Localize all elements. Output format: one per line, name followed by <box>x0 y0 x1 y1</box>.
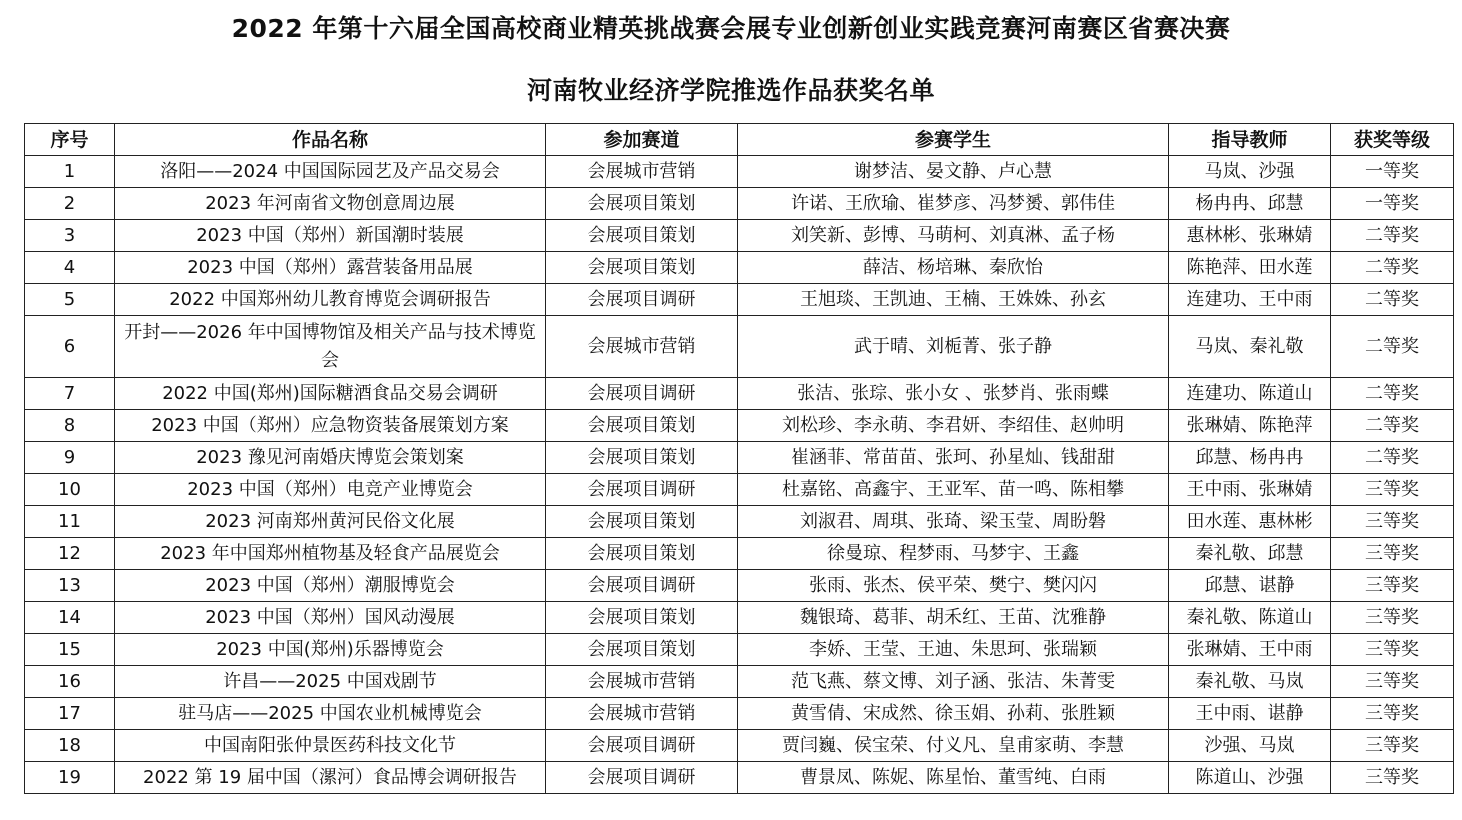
cell-work: 开封——2026 年中国博物馆及相关产品与技术博览会 <box>115 316 546 378</box>
cell-students: 黄雪倩、宋成然、徐玉娟、孙莉、张胜颖 <box>738 698 1169 730</box>
cell-no: 4 <box>25 252 115 284</box>
header-award: 获奖等级 <box>1331 124 1454 156</box>
table-row <box>25 156 1454 188</box>
cell-track: 会展项目调研 <box>546 570 738 602</box>
cell-work: 2023 中国（郑州）应急物资装备展策划方案 <box>115 410 546 442</box>
cell-award: 三等奖 <box>1331 762 1454 794</box>
header-track: 参加赛道 <box>546 124 738 156</box>
cell-award: 三等奖 <box>1331 666 1454 698</box>
cell-students: 魏银琦、葛菲、胡禾红、王苗、沈雅静 <box>738 602 1169 634</box>
cell-advisors: 张琳婧、陈艳萍 <box>1169 410 1331 442</box>
cell-track: 会展项目调研 <box>546 474 738 506</box>
cell-students: 崔涵菲、常苗苗、张珂、孙星灿、钱甜甜 <box>738 442 1169 474</box>
table-row <box>25 410 1454 442</box>
cell-track: 会展项目策划 <box>546 506 738 538</box>
cell-students: 曹景凤、陈妮、陈星怡、董雪纯、白雨 <box>738 762 1169 794</box>
header-work: 作品名称 <box>115 124 546 156</box>
cell-no: 9 <box>25 442 115 474</box>
table-row <box>25 252 1454 284</box>
cell-students: 刘淑君、周琪、张琦、梁玉莹、周盼磐 <box>738 506 1169 538</box>
cell-no: 3 <box>25 220 115 252</box>
document-subtitle: 河南牧业经济学院推选作品获奖名单 <box>526 76 935 105</box>
cell-work: 2023 河南郑州黄河民俗文化展 <box>115 506 546 538</box>
cell-track: 会展项目调研 <box>546 762 738 794</box>
cell-work: 2023 中国(郑州)乐器博览会 <box>115 634 546 666</box>
table-row <box>25 730 1454 762</box>
cell-no: 17 <box>25 698 115 730</box>
cell-advisors: 王中雨、张琳婧 <box>1169 474 1331 506</box>
cell-students: 范飞燕、蔡文博、刘子涵、张洁、朱菁雯 <box>738 666 1169 698</box>
header-advisors: 指导教师 <box>1169 124 1331 156</box>
cell-work: 2022 中国郑州幼儿教育博览会调研报告 <box>115 284 546 316</box>
cell-no: 16 <box>25 666 115 698</box>
cell-award: 二等奖 <box>1331 410 1454 442</box>
cell-track: 会展城市营销 <box>546 698 738 730</box>
table-row <box>25 762 1454 794</box>
cell-no: 11 <box>25 506 115 538</box>
cell-work: 2023 中国（郑州）潮服博览会 <box>115 570 546 602</box>
cell-work: 2023 中国（郑州）新国潮时装展 <box>115 220 546 252</box>
table-row <box>25 188 1454 220</box>
cell-advisors: 王中雨、谌静 <box>1169 698 1331 730</box>
cell-students: 许诺、王欣瑜、崔梦彦、冯梦赟、郭伟佳 <box>738 188 1169 220</box>
cell-students: 王旭琰、王凯迪、王楠、王姝姝、孙玄 <box>738 284 1169 316</box>
cell-award: 一等奖 <box>1331 188 1454 220</box>
cell-no: 12 <box>25 538 115 570</box>
table-row <box>25 602 1454 634</box>
cell-no: 7 <box>25 378 115 410</box>
cell-track: 会展项目策划 <box>546 410 738 442</box>
cell-advisors: 秦礼敬、邱慧 <box>1169 538 1331 570</box>
cell-students: 徐曼琼、程梦雨、马梦宇、王鑫 <box>738 538 1169 570</box>
cell-no: 15 <box>25 634 115 666</box>
cell-advisors: 杨冉冉、邱慧 <box>1169 188 1331 220</box>
cell-work: 驻马店——2025 中国农业机械博览会 <box>115 698 546 730</box>
cell-award: 三等奖 <box>1331 538 1454 570</box>
cell-track: 会展项目策划 <box>546 220 738 252</box>
cell-students: 刘笑新、彭博、马萌柯、刘真淋、孟子杨 <box>738 220 1169 252</box>
cell-advisors: 秦礼敬、陈道山 <box>1169 602 1331 634</box>
cell-students: 谢梦洁、晏文静、卢心慧 <box>738 156 1169 188</box>
cell-no: 14 <box>25 602 115 634</box>
cell-award: 三等奖 <box>1331 634 1454 666</box>
cell-students: 薛洁、杨培琳、秦欣怡 <box>738 252 1169 284</box>
cell-work: 洛阳——2024 中国国际园艺及产品交易会 <box>115 156 546 188</box>
table-row <box>25 506 1454 538</box>
cell-award: 一等奖 <box>1331 156 1454 188</box>
cell-no: 6 <box>25 316 115 378</box>
table-row <box>25 442 1454 474</box>
cell-work: 2022 中国(郑州)国际糖酒食品交易会调研 <box>115 378 546 410</box>
cell-track: 会展项目调研 <box>546 284 738 316</box>
cell-no: 10 <box>25 474 115 506</box>
cell-work: 2023 年河南省文物创意周边展 <box>115 188 546 220</box>
cell-students: 张雨、张杰、侯平荣、樊宁、樊闪闪 <box>738 570 1169 602</box>
cell-advisors: 连建功、陈道山 <box>1169 378 1331 410</box>
cell-advisors: 邱慧、谌静 <box>1169 570 1331 602</box>
table-row <box>25 698 1454 730</box>
cell-work: 2023 年中国郑州植物基及轻食产品展览会 <box>115 538 546 570</box>
cell-work: 2022 第 19 届中国（漯河）食品博会调研报告 <box>115 762 546 794</box>
cell-award: 二等奖 <box>1331 284 1454 316</box>
cell-work: 2023 中国（郑州）电竞产业博览会 <box>115 474 546 506</box>
cell-award: 二等奖 <box>1331 220 1454 252</box>
cell-track: 会展项目策划 <box>546 442 738 474</box>
cell-work: 中国南阳张仲景医药科技文化节 <box>115 730 546 762</box>
table-row <box>25 284 1454 316</box>
cell-award: 三等奖 <box>1331 506 1454 538</box>
cell-award: 三等奖 <box>1331 570 1454 602</box>
table-row <box>25 570 1454 602</box>
table-row <box>25 474 1454 506</box>
table-row <box>25 378 1454 410</box>
cell-no: 5 <box>25 284 115 316</box>
cell-work: 2023 豫见河南婚庆博览会策划案 <box>115 442 546 474</box>
cell-advisors: 秦礼敬、马岚 <box>1169 666 1331 698</box>
cell-award: 二等奖 <box>1331 252 1454 284</box>
cell-track: 会展项目策划 <box>546 602 738 634</box>
cell-advisors: 田水莲、惠林彬 <box>1169 506 1331 538</box>
cell-advisors: 陈道山、沙强 <box>1169 762 1331 794</box>
cell-no: 13 <box>25 570 115 602</box>
cell-advisors: 马岚、沙强 <box>1169 156 1331 188</box>
cell-work: 2023 中国（郑州）国风动漫展 <box>115 602 546 634</box>
cell-track: 会展项目策划 <box>546 634 738 666</box>
cell-award: 二等奖 <box>1331 316 1454 378</box>
cell-track: 会展城市营销 <box>546 666 738 698</box>
cell-track: 会展城市营销 <box>546 156 738 188</box>
award-table <box>24 123 1454 794</box>
cell-students: 武于晴、刘栀菁、张子静 <box>738 316 1169 378</box>
cell-students: 刘松珍、李永萌、李君妍、李绍佳、赵帅明 <box>738 410 1169 442</box>
cell-students: 张洁、张琮、张小女 、张梦肖、张雨蝶 <box>738 378 1169 410</box>
cell-no: 8 <box>25 410 115 442</box>
cell-advisors: 连建功、王中雨 <box>1169 284 1331 316</box>
header-students: 参赛学生 <box>738 124 1169 156</box>
cell-track: 会展项目策划 <box>546 538 738 570</box>
document-title: 2022 年第十六届全国高校商业精英挑战赛会展专业创新创业实践竞赛河南赛区省赛决赛 <box>231 14 1231 43</box>
cell-award: 三等奖 <box>1331 602 1454 634</box>
cell-advisors: 陈艳萍、田水莲 <box>1169 252 1331 284</box>
cell-no: 1 <box>25 156 115 188</box>
table-body <box>25 156 1454 794</box>
cell-students: 李娇、王莹、王迪、朱思珂、张瑞颖 <box>738 634 1169 666</box>
cell-no: 19 <box>25 762 115 794</box>
cell-award: 三等奖 <box>1331 474 1454 506</box>
cell-advisors: 沙强、马岚 <box>1169 730 1331 762</box>
table-row <box>25 316 1454 378</box>
table-row <box>25 220 1454 252</box>
cell-students: 杜嘉铭、高鑫宇、王亚军、苗一鸣、陈相攀 <box>738 474 1169 506</box>
cell-advisors: 马岚、秦礼敬 <box>1169 316 1331 378</box>
cell-track: 会展项目调研 <box>546 730 738 762</box>
table-row <box>25 538 1454 570</box>
header-no: 序号 <box>25 124 115 156</box>
cell-award: 二等奖 <box>1331 442 1454 474</box>
cell-award: 三等奖 <box>1331 698 1454 730</box>
cell-track: 会展项目调研 <box>546 378 738 410</box>
cell-students: 贾闫巍、侯宝荣、付义凡、皇甫家萌、李慧 <box>738 730 1169 762</box>
cell-work: 许昌——2025 中国戏剧节 <box>115 666 546 698</box>
cell-track: 会展项目策划 <box>546 252 738 284</box>
cell-work: 2023 中国（郑州）露营装备用品展 <box>115 252 546 284</box>
table-header-row <box>25 124 1454 156</box>
cell-track: 会展城市营销 <box>546 316 738 378</box>
cell-track: 会展项目策划 <box>546 188 738 220</box>
cell-advisors: 张琳婧、王中雨 <box>1169 634 1331 666</box>
cell-no: 2 <box>25 188 115 220</box>
cell-advisors: 惠林彬、张琳婧 <box>1169 220 1331 252</box>
table-row <box>25 666 1454 698</box>
cell-award: 三等奖 <box>1331 730 1454 762</box>
cell-advisors: 邱慧、杨冉冉 <box>1169 442 1331 474</box>
table-row <box>25 634 1454 666</box>
cell-no: 18 <box>25 730 115 762</box>
cell-award: 二等奖 <box>1331 378 1454 410</box>
